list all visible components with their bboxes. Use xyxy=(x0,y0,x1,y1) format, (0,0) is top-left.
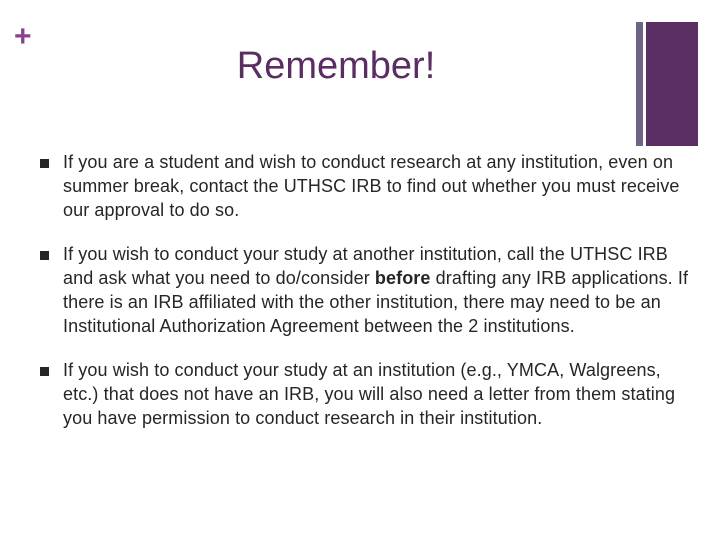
square-bullet-icon xyxy=(40,159,49,168)
bullet-item xyxy=(40,150,692,222)
bullet-list xyxy=(40,150,692,450)
square-bullet-icon xyxy=(40,367,49,376)
bullet-text: If you are a student and wish to conduct research at any institution, even on summer break, contact the UTHSC IRB to find out whether you must receive our approval to do so. xyxy=(63,152,680,220)
bullet-text-continued: drafting any IRB applications. If there is an IRB affiliated with the other institution, there may need to be an Institutional Authorization Agreement between the 2 institutions. xyxy=(63,268,689,336)
bullet-text: If you wish to conduct your study at an institution (e.g., YMCA, Walgreens, etc.) that does not have an IRB, you will also need a letter from them stating you have permission to conduct research in their institution. xyxy=(63,360,676,428)
bullet-bold-text: before xyxy=(374,268,431,288)
slide-title: Remember! xyxy=(236,45,436,87)
square-bullet-icon xyxy=(40,251,49,260)
plus-icon: + xyxy=(14,20,32,53)
bullet-item xyxy=(40,242,692,338)
bullet-item xyxy=(40,358,692,430)
bullet-text: If you wish to conduct your study at another institution, call the UTHSC IRB and ask what you need to do/consider xyxy=(63,244,668,288)
